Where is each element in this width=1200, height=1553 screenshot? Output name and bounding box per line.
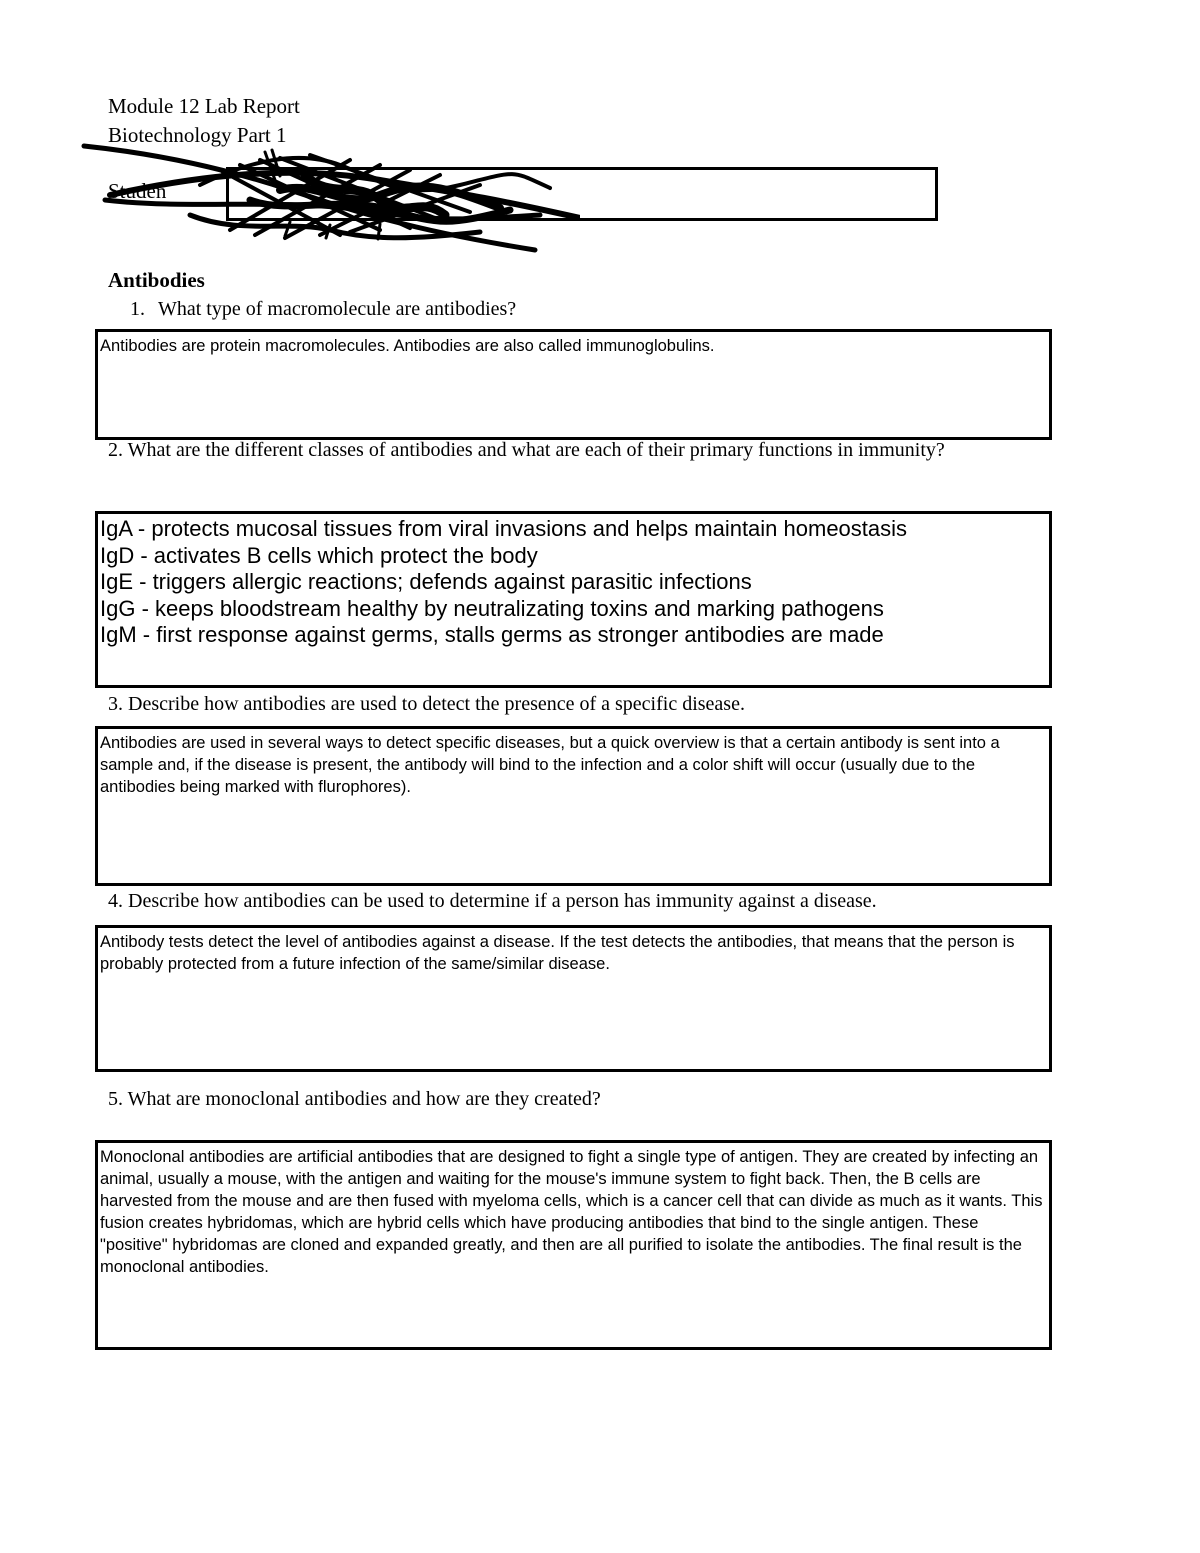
question-5 [108,1085,601,1113]
answer-4-box[interactable] [95,925,1052,1072]
answer-3-text: Antibodies are used in several ways to detect specific diseases, but a quick overview is that a certain antibody is sent into a sample and, if the disease is present, the antibody will bind to the infection and a color shift will occur (usually due to the antibodies being marked with flurophores). [100,734,1005,796]
question-2 [108,436,1008,464]
question-2-text: What are the different classes of antibodies and what are each of their primary functions in immunity? [127,439,945,461]
answer-2-line: IgA - protects mucosal tissues from viral invasions and helps maintain homeostasis [100,516,908,541]
answer-2-line: IgE - triggers allergic reactions; defends against parasitic infections [100,569,752,594]
question-3-text: Describe how antibodies are used to detect the presence of a specific disease. [128,693,745,715]
redaction-scribble [80,140,580,260]
answer-2-list [100,516,1049,649]
answer-2-box[interactable] [95,511,1052,688]
document-title: Module 12 Lab Report [108,94,300,118]
question-3 [108,690,745,718]
question-4 [108,887,877,915]
answer-3-box[interactable] [95,726,1052,886]
answer-2-line: IgG - keeps bloodstream healthy by neutralizating toxins and marking pathogens [100,595,884,621]
question-1-number: 1. [130,298,145,320]
answer-2-line: IgD - activates B cells which protect the body [100,542,538,568]
section-heading: Antibodies [108,268,205,292]
answer-1-text: Antibodies are protein macromolecules. Antibodies are also called immunoglobulins. [100,337,715,355]
question-4-text: Describe how antibodies can be used to determine if a person has immunity against a disease. [128,890,877,912]
document-subtitle: Biotechnology Part 1 [108,123,287,147]
question-2-number: 2. [108,439,123,461]
question-5-number: 5. [108,1088,123,1110]
answer-5-text: Monoclonal antibodies are artificial antibodies that are designed to fight a single type of antigen. They are created by infecting an animal, usually a mouse, with the antigen and waiting for the mouse's immune system to fight back. Then, the B cells are harvested from the mouse and are then fused with myeloma cells, which is a cancer cell that can divide as much as it wants. This fusion creates hybridomas, which are hybrid cells which have producing antibodies that bind to the single antigen. These "positive" hybridomas are cloned and expanded greatly, and then are all purified to isolate the antibodies. The final result is the monoclonal antibodies. [100,1148,1048,1276]
question-1-text: What type of macromolecule are antibodies? [158,298,517,320]
student-label: Studen [108,179,167,203]
question-5-text: What are monoclonal antibodies and how are they created? [127,1088,601,1110]
question-3-number: 3. [108,693,123,715]
answer-1-box[interactable] [95,329,1052,440]
answer-2-line: IgM - first response against germs, stalls germs as stronger antibodies are made [100,622,884,647]
answer-5-box[interactable] [95,1140,1052,1350]
answer-4-text: Antibody tests detect the level of antibodies against a disease. If the test detects the antibodies, that means that the person is probably protected from a future infection of the same/similar disease. [100,933,1020,973]
question-4-number: 4. [108,890,123,912]
